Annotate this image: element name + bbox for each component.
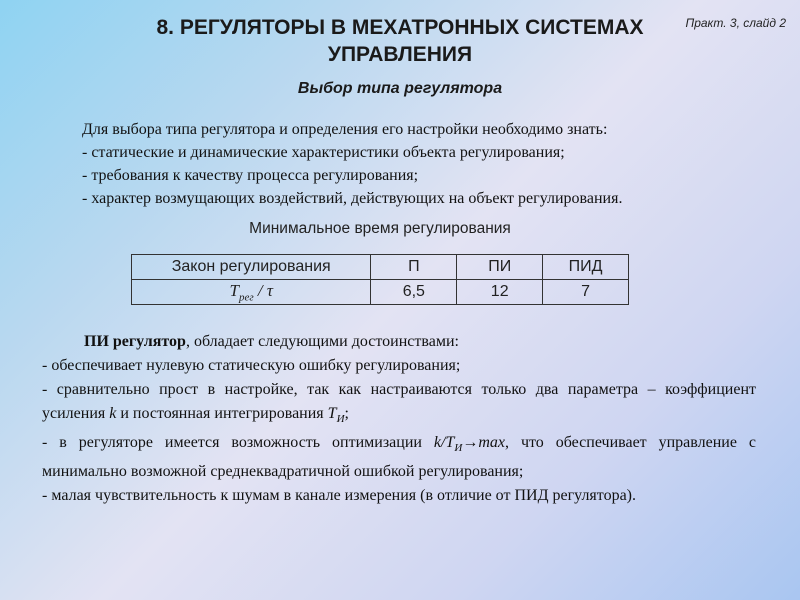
slide-reference: Практ. 3, слайд 2 [685,16,786,30]
intro-line: - статические и динамические характеристики объекта регулирования; [82,144,565,161]
table-header-cell: П [371,255,457,280]
slide-subtitle: Выбор типа регулятора [297,80,503,97]
pi-advantages [42,330,756,508]
table-row [132,280,629,305]
table-cell: 7 [543,280,629,305]
table-header-cell: ПИД [543,255,629,280]
table-header-cell: Закон регулирования [132,255,371,280]
intro-text [82,118,772,210]
table-cell: 12 [457,280,543,305]
table-row-label: $T_{рег}$ / τ [132,280,371,305]
intro-line: - требования к качеству процесса регулирования; [82,167,419,184]
table-header-row [132,255,629,280]
slide-title-line1: 8. РЕГУЛЯТОРЫ В МЕХАТРОННЫХ СИСТЕМАХ [156,16,644,39]
pi-heading: ПИ регулятор, обладает следующими достоинствами: [84,333,459,350]
slide-title [0,14,800,68]
intro-line: - характер возмущающих воздействий, действующих на объект регулирования. [82,190,623,207]
table-cell: 6,5 [371,280,457,305]
pi-advantage-item: - малая чувствительность к шумам в канале измерения (в отличие от ПИД регулятора). [42,487,636,505]
table-header-cell: ПИ [457,255,543,280]
pi-advantage-item: - в регуляторе имеется возможность оптимизации $k/T_И\to\max$, что обеспечивает управление с минимально возможной среднеквадратичной ошибкой регулирования; [42,434,756,481]
table-caption: Минимальное время регулирования [249,220,511,237]
slide-title-line2: УПРАВЛЕНИЯ [327,43,473,66]
intro-line: Для выбора типа регулятора и определения его настройки необходимо знать: [82,121,608,138]
pi-advantage-item: - обеспечивает нулевую статическую ошибку регулирования; [42,357,461,374]
pi-advantage-item: - сравнительно прост в настройке, так как настраиваются только два параметра – коэффициент усиления k и постоянная интегрирования $T_И$; [42,381,756,426]
regulation-time-table [131,254,629,305]
